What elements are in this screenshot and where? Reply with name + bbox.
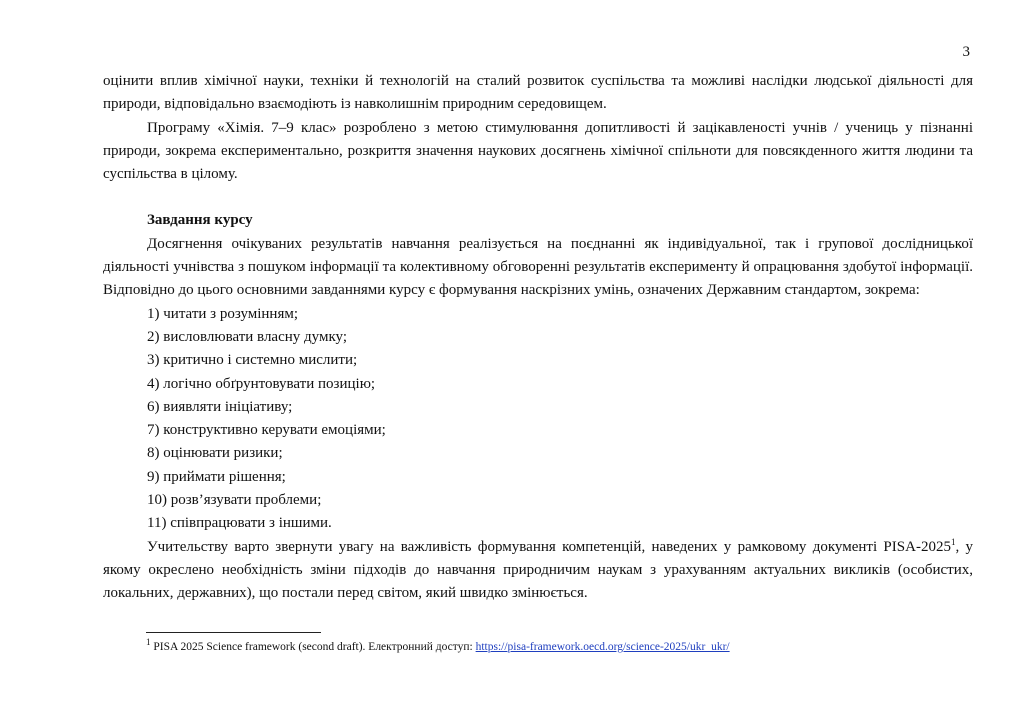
list-item: 6) виявляти ініціативу; (147, 398, 293, 415)
paragraph-4 (103, 536, 973, 606)
list-item: 8) оцінювати ризики; (147, 445, 283, 462)
list-item: 4) логічно обґрунтовувати позицію; (147, 375, 376, 392)
list-item: 3) критично і системно мислити; (147, 352, 358, 369)
list-item: 1) читати з розумінням; (147, 305, 299, 322)
footnote-reference[interactable]: 1 (950, 536, 956, 547)
paragraph-3: Досягнення очікуваних результатів навчання реалізується на поєднанні як індивідуальної, так і групової дослідницької діяльності учнівства з пошуком інформації та колективному обговоренні результатів експерименту й опрацювання здобутої інформації. Відповідно до цього основними завданнями курсу є формування наскрізних умінь, означених Державним стандартом, зокрема: (103, 235, 973, 299)
list-item: 7) конструктивно керувати емоціями; (147, 422, 386, 439)
paragraph-1: оцінити вплив хімічної науки, техніки й технологій на сталий розвиток суспільства та можливі наслідки людської діяльності для природи, відповідально взаємодіють із навколишнім природним середовищем. (103, 73, 973, 113)
list-item: 10) розв’язувати проблеми; (147, 492, 322, 509)
body-text (103, 70, 973, 606)
list-item: 9) приймати рішення; (147, 468, 286, 485)
footnote-link[interactable]: https://pisa-framework.oecd.org/science-2025/ukr_ukr/ (475, 641, 730, 653)
page-number: 3 (962, 44, 970, 60)
skills-list (103, 303, 973, 536)
footnote-divider (146, 632, 321, 633)
paragraph-4-text: Учительству варто звернути увагу на важливість формування компетенцій, наведених у рамковому документі PISA-2025 (147, 538, 951, 555)
list-item: 11) співпрацювати з іншими. (147, 515, 332, 532)
footnote-text: PISA 2025 Science framework (second draft). Електронний доступ: (150, 641, 476, 653)
footnote (146, 637, 976, 655)
footnote-marker: 1 (146, 637, 151, 648)
list-item: 2) висловлювати власну думку; (147, 328, 347, 345)
paragraph-2: Програму «Хімія. 7–9 клас» розроблено з метою стимулювання допитливості й зацікавленості учнів / учениць у пізнанні природи, зокрема експериментально, розкриття значення наукових досягнень хімічної спільноти для повсякденного життя людини та суспільства в цілому. (103, 119, 973, 183)
paragraph-4-text-end: , у якому окреслено необхідність зміни підходів до навчання природничим наукам з урахуванням актуальних викликів (особистих, локальних, державних), що постали перед світом, який швидко змінюється. (103, 538, 973, 602)
section-heading: Завдання курсу (147, 212, 253, 229)
